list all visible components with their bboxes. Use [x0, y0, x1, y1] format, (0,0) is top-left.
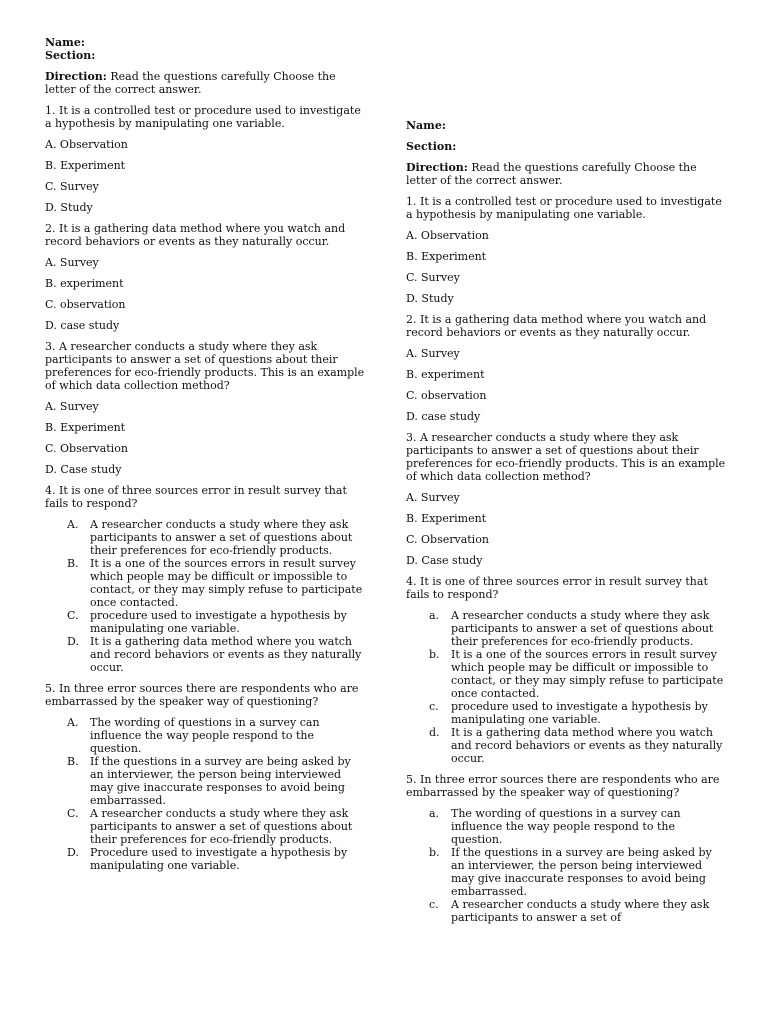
option [406, 648, 726, 700]
option: A. Observation [45, 138, 128, 151]
option [45, 557, 365, 609]
option: D. Case study [406, 554, 483, 567]
question-4-options [45, 518, 365, 674]
option: B. Experiment [406, 512, 487, 525]
option [406, 700, 726, 726]
option-marker: A. [67, 518, 79, 531]
option-marker: b. [429, 648, 440, 661]
option-text: It is a gathering data method where you watch and record behaviors or events as they naturally occur. [90, 635, 362, 674]
option-marker: c. [429, 700, 439, 713]
question-3-options [406, 491, 726, 567]
option: C. Observation [406, 533, 489, 546]
option: D. Study [45, 201, 93, 214]
name-label: Name: [45, 36, 85, 49]
option: A. Survey [406, 491, 460, 504]
option: D. Study [406, 292, 454, 305]
option [406, 846, 726, 898]
question-4: 4. It is one of three sources error in result survey that fails to respond? [45, 484, 347, 510]
direction-text: Read the questions carefully Choose the letter of the correct answer. [45, 70, 336, 96]
question-2-options [45, 256, 365, 332]
option: B. Experiment [45, 421, 126, 434]
option-text: Procedure used to investigate a hypothesis by manipulating one variable. [90, 846, 348, 872]
option-marker: b. [429, 846, 440, 859]
quiz-column-left [45, 36, 365, 880]
option-marker: A. [67, 716, 79, 729]
option: A. Survey [45, 400, 99, 413]
option [45, 716, 365, 755]
section-label: Section: [45, 49, 96, 62]
direction-label: Direction: [406, 161, 468, 174]
direction [406, 161, 726, 187]
direction-text: Read the questions carefully Choose the letter of the correct answer. [406, 161, 697, 187]
option: D. case study [406, 410, 481, 423]
question-5: 5. In three error sources there are respondents who are embarrassed by the speaker way of questioning? [406, 773, 720, 799]
option: D. case study [45, 319, 120, 332]
option-text: If the questions in a survey are being asked by an interviewer, the person being interviewed may give inaccurate responses to avoid being embarrassed. [451, 846, 712, 898]
option-text: A researcher conducts a study where they ask participants to answer a set of [451, 898, 710, 924]
option-marker: d. [429, 726, 440, 739]
question-3: 3. A researcher conducts a study where they ask participants to answer a set of questions about their preferences for eco-friendly products. This is an example of which data collection method? [406, 431, 726, 483]
option-marker: a. [429, 609, 440, 622]
option-marker: a. [429, 807, 440, 820]
option [45, 755, 365, 807]
question-3: 3. A researcher conducts a study where they ask participants to answer a set of questions about their preferences for eco-friendly products. This is an example of which data collection method? [45, 340, 365, 392]
option-marker: B. [67, 557, 79, 570]
quiz-column-right [406, 119, 726, 932]
question-5-options [406, 807, 726, 924]
option [45, 609, 365, 635]
option-text: If the questions in a survey are being asked by an interviewer, the person being interviewed may give inaccurate responses to avoid being embarrassed. [90, 755, 351, 807]
question-2-options [406, 347, 726, 423]
option-marker: D. [67, 635, 79, 648]
question-2: 2. It is a gathering data method where you watch and record behaviors or events as they naturally occur. [406, 313, 707, 339]
option-text: A researcher conducts a study where they ask participants to answer a set of questions about their preferences for eco-friendly products. [90, 807, 353, 846]
option-marker: D. [67, 846, 79, 859]
question-2: 2. It is a gathering data method where you watch and record behaviors or events as they naturally occur. [45, 222, 346, 248]
option-marker: C. [67, 807, 79, 820]
question-5: 5. In three error sources there are respondents who are embarrassed by the speaker way of questioning? [45, 682, 359, 708]
option: C. Survey [45, 180, 99, 193]
option [45, 518, 365, 557]
option [406, 609, 726, 648]
option [45, 846, 365, 872]
option: C. observation [406, 389, 487, 402]
option: C. Observation [45, 442, 128, 455]
option: B. experiment [406, 368, 485, 381]
option [406, 807, 726, 846]
direction-label: Direction: [45, 70, 107, 83]
option: A. Observation [406, 229, 489, 242]
option-text: It is a gathering data method where you watch and record behaviors or events as they naturally occur. [451, 726, 723, 765]
option: B. Experiment [406, 250, 487, 263]
option-text: The wording of questions in a survey can influence the way people respond to the question. [90, 716, 320, 755]
option-text: The wording of questions in a survey can influence the way people respond to the question. [451, 807, 681, 846]
question-4: 4. It is one of three sources error in result survey that fails to respond? [406, 575, 708, 601]
option [45, 635, 365, 674]
option [406, 898, 726, 924]
option [406, 726, 726, 765]
option-text: It is a one of the sources errors in result survey which people may be difficult or impossible to contact, or they may simply refuse to participate once contacted. [451, 648, 724, 700]
question-4-options [406, 609, 726, 765]
direction [45, 70, 365, 96]
option-text: It is a one of the sources errors in result survey which people may be difficult or impossible to contact, or they may simply refuse to participate once contacted. [90, 557, 363, 609]
option: C. observation [45, 298, 126, 311]
option-marker: B. [67, 755, 79, 768]
section-label: Section: [406, 140, 457, 153]
name-label: Name: [406, 119, 446, 132]
question-1-options [45, 138, 365, 214]
question-1-options [406, 229, 726, 305]
question-5-options [45, 716, 365, 872]
option: A. Survey [406, 347, 460, 360]
option: A. Survey [45, 256, 99, 269]
option-text: A researcher conducts a study where they ask participants to answer a set of questions about their preferences for eco-friendly products. [90, 518, 353, 557]
option: B. experiment [45, 277, 124, 290]
option-marker: C. [67, 609, 79, 622]
question-1: 1. It is a controlled test or procedure used to investigate a hypothesis by manipulating one variable. [45, 104, 361, 130]
option: B. Experiment [45, 159, 126, 172]
option [45, 807, 365, 846]
option-text: procedure used to investigate a hypothesis by manipulating one variable. [90, 609, 347, 635]
option-marker: c. [429, 898, 439, 911]
option: D. Case study [45, 463, 122, 476]
question-3-options [45, 400, 365, 476]
option-text: A researcher conducts a study where they ask participants to answer a set of questions about their preferences for eco-friendly products. [451, 609, 714, 648]
question-1: 1. It is a controlled test or procedure used to investigate a hypothesis by manipulating one variable. [406, 195, 722, 221]
option: C. Survey [406, 271, 460, 284]
option-text: procedure used to investigate a hypothesis by manipulating one variable. [451, 700, 708, 726]
